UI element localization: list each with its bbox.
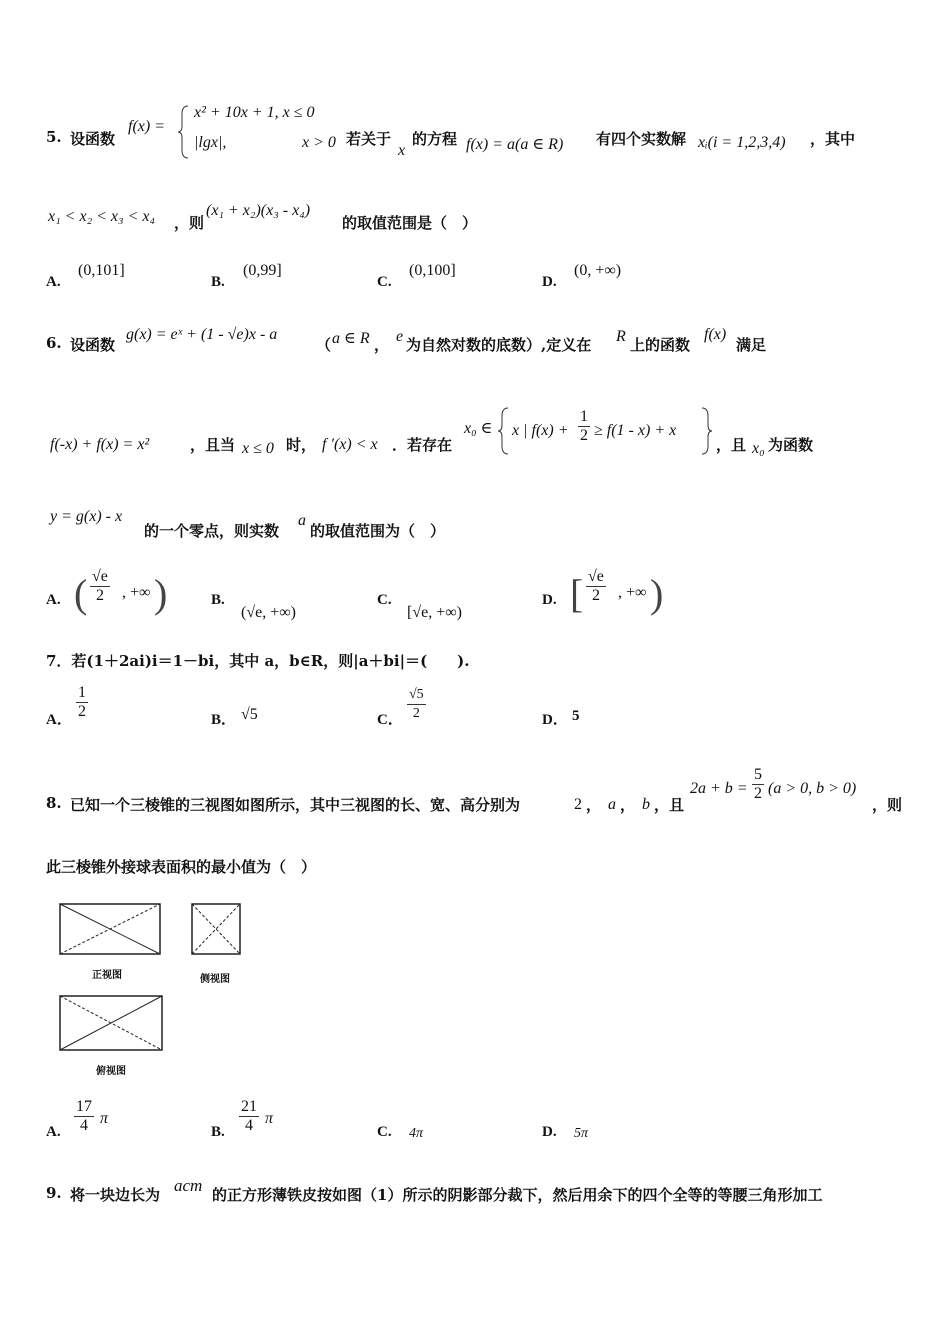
q6-x0: x₀ — [752, 440, 765, 457]
q5-equation: f(x) = a(a ∈ R) — [466, 136, 564, 153]
option-value: (√e, +∞) — [241, 604, 296, 621]
option-letter: C． — [377, 712, 403, 728]
numerator: √e — [588, 568, 604, 585]
q8-lead: 已知一个三棱锥的三视图如图所示，其中三视图的长、宽、高分别为 — [70, 796, 521, 814]
denominator: 2 — [95, 587, 104, 604]
q6-fx: f(x) — [704, 326, 727, 343]
q6-ask: 的取值范围为（ ） — [310, 522, 446, 540]
q5-text: 有四个实数解 — [596, 130, 687, 148]
q6-e: e — [396, 328, 404, 345]
bracket: ( — [74, 571, 88, 616]
fraction — [407, 686, 426, 723]
q5-ask: 的取值范围是（ ） — [342, 214, 478, 232]
numerator: √5 — [407, 686, 426, 705]
option-value: (0,100] — [409, 262, 456, 279]
pi-symbol: π — [265, 1110, 274, 1127]
top-view-caption: 俯视图 — [96, 1066, 126, 1077]
q5-roots: xᵢ(i = 1,2,3,4) — [698, 134, 786, 151]
q5-expression: (x₁ + x₂)(x₃ - x₄) — [206, 202, 311, 219]
q5-text: 若关于 — [346, 130, 392, 148]
option-letter: A. — [46, 1124, 61, 1140]
option-rest: , +∞ — [122, 584, 151, 601]
q9-lead: 将一块边长为 — [70, 1186, 161, 1204]
denominator: 4 — [80, 1117, 88, 1134]
q6-text: ．若存在 — [392, 436, 453, 454]
option-letter: D. — [542, 274, 557, 290]
q6-a: a — [298, 512, 306, 529]
denominator: 2 — [412, 706, 420, 721]
option-value: (0,101] — [78, 262, 125, 279]
numerator: 21 — [241, 1098, 257, 1115]
fraction — [90, 568, 110, 605]
q8-text: ，且 — [654, 796, 685, 814]
option-value: (0, +∞) — [574, 262, 622, 279]
denominator: 2 — [78, 703, 86, 720]
numerator: 1 — [580, 408, 588, 425]
q6-text: 为自然对数的底数）,定义在 — [406, 336, 592, 354]
q5-text: 的方程 — [412, 130, 458, 148]
q8-line2: 此三棱锥外接球表面积的最小值为（ ） — [46, 858, 317, 876]
question-number: 9. — [46, 1184, 62, 1202]
fraction — [74, 1098, 94, 1135]
q6-r: R — [616, 328, 626, 345]
numerator: 5 — [754, 766, 762, 783]
q6-condition-1: f(-x) + f(x) = x² — [50, 436, 150, 453]
q5-var: x — [398, 142, 406, 159]
option-letter: C. — [377, 274, 392, 290]
q5-f-of-x: f(x) = — [128, 118, 165, 135]
q6-g-function: g(x) = eˣ + (1 - √e)x - a — [126, 326, 278, 343]
q9-rest: 的正方形薄铁皮按如图（1）所示的阴影部分裁下，然后用余下的四个全等的等腰三角形加工 — [212, 1186, 823, 1204]
option-letter: D． — [542, 712, 568, 728]
option-value: [√e, +∞) — [407, 604, 462, 621]
q8-a: a — [608, 796, 616, 813]
q8-two: 2 — [574, 796, 582, 813]
option-letter: B. — [211, 592, 225, 608]
front-view-figure — [58, 902, 162, 956]
side-view-caption: 侧视图 — [200, 974, 230, 985]
left-brace-icon — [178, 104, 190, 160]
q8-condition: (a > 0, b > 0) — [768, 780, 857, 797]
q8-b: b — [642, 796, 650, 813]
bracket: [ — [570, 571, 584, 616]
option-letter: A. — [46, 592, 61, 608]
fraction — [578, 408, 590, 445]
numerator: 1 — [78, 684, 86, 701]
denominator: 2 — [591, 587, 600, 604]
question-number: 5. — [46, 128, 62, 146]
q6-lead: 设函数 — [70, 336, 116, 354]
q5-order: x₁ < x₂ < x₃ < x₄ — [48, 208, 156, 225]
option-value: (0,99] — [243, 262, 282, 279]
q6-text: ，且 — [716, 436, 747, 454]
q6-condition-3: f ′(x) < x — [322, 436, 378, 453]
q6-text: 满足 — [736, 336, 767, 354]
numerator: √e — [92, 568, 108, 585]
q8-condition: 2a + b = — [690, 780, 748, 797]
option-letter: A. — [46, 274, 61, 290]
left-brace-icon — [498, 406, 510, 456]
q6-x0-in: x₀ ∈ — [464, 420, 493, 437]
bracket: ) — [650, 571, 664, 616]
option-letter: B． — [211, 712, 237, 728]
bracket: ) — [154, 571, 168, 616]
q6-set-expression: ≥ f(1 - x) + x — [594, 422, 677, 439]
q6-condition-2: x ≤ 0 — [242, 440, 274, 457]
option-value: √5 — [241, 706, 258, 723]
question-number: 8. — [46, 794, 62, 812]
right-brace-icon — [700, 406, 712, 456]
q6-set-expression: x | f(x) + — [512, 422, 569, 439]
option-letter: B. — [211, 274, 225, 290]
option-letter: A． — [46, 712, 72, 728]
q6-text: （ — [316, 336, 332, 354]
option-letter: B. — [211, 1124, 225, 1140]
numerator: 17 — [76, 1098, 92, 1115]
q6-text: ， — [374, 336, 390, 354]
q5-text: ，其中 — [810, 130, 856, 148]
side-view-figure — [190, 902, 242, 956]
q6-text: 上的函数 — [630, 336, 691, 354]
denominator: 4 — [245, 1117, 253, 1134]
q9-acm: acm — [174, 1176, 203, 1195]
q5-piece-1: x² + 10x + 1, x ≤ 0 — [194, 104, 315, 121]
pi-symbol: π — [100, 1110, 109, 1127]
q8-text: ， — [620, 796, 636, 814]
q6-y-function: y = g(x) - x — [50, 508, 123, 525]
q6-a-in-r: a ∈ R — [332, 330, 370, 347]
option-letter: D. — [542, 592, 557, 608]
fraction — [239, 1098, 259, 1135]
q5-lead: 设函数 — [70, 130, 116, 148]
q6-text: 为函数 — [768, 436, 814, 454]
option-value: 5π — [574, 1126, 589, 1141]
q5-piece-2: |lgx|, — [194, 134, 227, 151]
fraction — [586, 568, 606, 605]
option-letter: C. — [377, 1124, 392, 1140]
denominator: 2 — [754, 785, 762, 802]
q5-piece-2-condition: x > 0 — [302, 134, 336, 151]
q6-text: ，且当 — [190, 436, 236, 454]
q5-text: ，则 — [174, 214, 205, 232]
fraction — [752, 766, 764, 803]
option-value: 5 — [572, 708, 580, 724]
q6-text: 时， — [286, 436, 317, 454]
q7-text: 7．若(1＋2ai)i＝1－bi，其中 a，b∈R，则|a＋bi|＝( ). — [46, 652, 470, 670]
top-view-figure — [58, 994, 164, 1052]
q8-text: ，则 — [872, 796, 903, 814]
question-number: 6. — [46, 334, 62, 352]
option-rest: , +∞ — [618, 584, 647, 601]
option-value: 4π — [409, 1126, 424, 1141]
option-letter: D. — [542, 1124, 557, 1140]
fraction — [76, 684, 88, 721]
front-view-caption: 正视图 — [92, 970, 122, 981]
q6-text: 的一个零点，则实数 — [144, 522, 280, 540]
q8-text: ， — [586, 796, 602, 814]
option-letter: C. — [377, 592, 392, 608]
denominator: 2 — [580, 427, 588, 444]
